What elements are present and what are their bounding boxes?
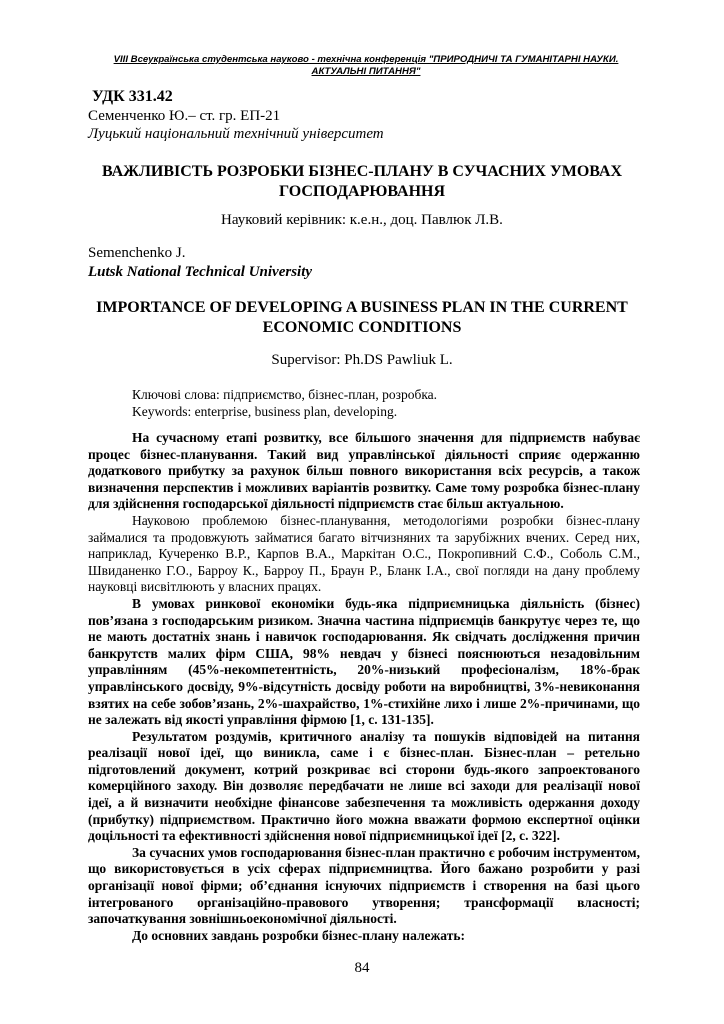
supervisor-ua: Науковий керівник: к.е.н., доц. Павлюк Л.В.	[221, 212, 503, 228]
title-ua: ВАЖЛИВІСТЬ РОЗРОБКИ БІЗНЕС-ПЛАНУ В СУЧАСНИХ УМОВАХ ГОСПОДАРЮВАННЯ	[101, 163, 623, 200]
title-en: IMPORTANCE OF DEVELOPING A BUSINESS PLAN IN THE CURRENT ECONOMIC CONDITIONS	[96, 299, 628, 336]
paragraph: За сучасних умов господарювання бізнес-план практично є робочим інструментом, що використовується в усіх сферах підприємництва. Його бажано розробити у разі організації нової фірми; об’єднання існуючих підприємств і створення на базі цього інтегрованого організаційно-правового утворення; трансформації власності; започаткування зовнішньоекономічної діяльності.	[88, 844, 640, 927]
university-ua: Луцький національний технічний університет	[88, 126, 384, 142]
university-en: Lutsk National Technical University	[88, 264, 313, 280]
paragraph: Результатом роздумів, критичного аналізу та пошуків відповідей на питання реалізації нової ідеї, що виникла, саме і є бізнес-план. Бізнес-план – ретельно підготовлений документ, котрий розкриває всі сторони будь-якого запроектованого комерційного заходу. Він дозволяє передбачати не лише всі заходи для реалізації нової ідеї, а й визначити необхідне фінансове забезпечення та можливість одержання доходу (прибутку) підприємством. Практично його можна вважати формою експертної оцінки доцільності та ефективності здійснення нової підприємницької ідеї [2, с. 322].	[88, 728, 640, 844]
paragraph: До основних завдань розробки бізнес-плану належать:	[132, 927, 465, 943]
supervisor-en: Supervisor: Ph.DS Pawliuk L.	[271, 352, 453, 368]
keywords-en: Keywords: enterprise, business plan, developing.	[132, 404, 398, 419]
author-ua: Семенченко Ю.– ст. гр. ЕП-21	[88, 108, 281, 124]
page-number: 84	[354, 960, 370, 976]
keywords-ua: Ключові слова: підприємство, бізнес-план, розробка.	[132, 387, 438, 402]
conference-header: VIII Всеукраїнська студентська науково - технічна конференція "ПРИРОДНИЧІ ТА ГУМАНІТАРНІ НАУКИ. АКТУАЛЬНІ ПИТАННЯ"	[113, 54, 619, 77]
udk-code: УДК 331.42	[92, 88, 173, 105]
author-en: Semenchenko J.	[88, 245, 186, 261]
paragraph: На сучасному етапі розвитку, все більшого значення для підприємств набуває процес бізнес-планування. Такий вид управлінської діяльності сприяє одержанню додаткового прибутку за рахунок більш повного використання всіх ресурсів, а також визначення перспектив і можливих варіантів розвитку. Саме тому розробка бізнес-плану для здійснення господарської діяльності підприємств стає більш актуальною.	[88, 430, 640, 512]
paragraph: В умовах ринкової економіки будь-яка підприємницька діяльність (бізнес) пов’язана з господарським ризиком. Значна частина підприємців банкрутує через те, що не мають достатніх знань і навичок господарювання. Як свідчать дослідження причин банкрутств малих фірм США, 98% невдач у бізнесі пояснюються незадовільним управлінням (45%-некомпетентність, 20%-низький професіоналізм, 18%-брак управлінського досвіду, 9%-відсутність досвіду роботи на виробництві, 3%-невиконання взятих на себе зобов’язань, 2%-шахрайство, 1%-стихійне лихо і лише 2%-причинами, що не залежать від якості управління фірмою [1, с. 131-135].	[88, 595, 640, 728]
paragraph: Науковою проблемою бізнес-планування, методологіями розробки бізнес-плану займалися та продовжують займатися багато вітчизняних та зарубіжних вчених. Серед них, наприклад, Кучеренко В.Р., Карпов В.А., Маркітан О.С., Покропивний С.Ф., Соболь С.М., Швиданенко Г.О., Барроу К., Барроу П., Браун Р., Бланк І.А., свої погляди на дану проблему науковці висвітлюють у власних працях.	[88, 512, 640, 595]
article-body	[88, 430, 640, 944]
